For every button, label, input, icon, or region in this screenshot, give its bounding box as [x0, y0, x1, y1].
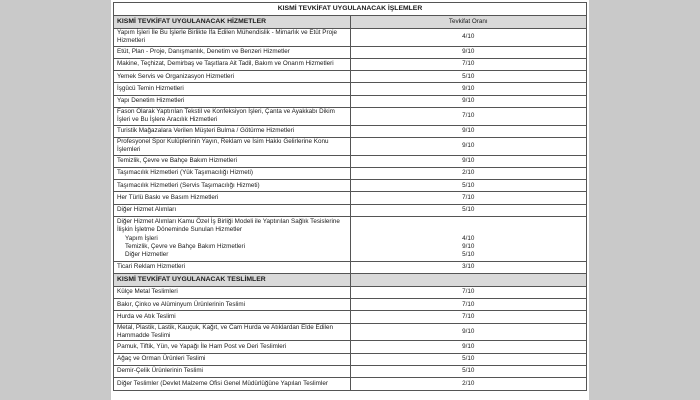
table-row-health-services	[114, 217, 587, 261]
table-row	[114, 29, 587, 47]
deliveries-section-header	[114, 273, 587, 286]
row-label: Demir-Çelik Ürünlerinin Teslimi	[114, 365, 351, 377]
row-label: Temizlik, Çevre ve Bahçe Bakım Hizmetleri	[114, 155, 351, 167]
table-row	[114, 378, 587, 390]
sub-item-cleaning	[117, 243, 347, 251]
sub-item-label: Diğer Hizmetler	[125, 251, 169, 259]
row-rate: 7/10	[350, 299, 587, 311]
row-rate: 7/10	[350, 108, 587, 126]
row-rate: 9/10	[350, 341, 587, 353]
table-row	[114, 323, 587, 341]
sub-item-label: Temizlik, Çevre ve Bahçe Bakım Hizmetleri	[125, 242, 246, 250]
row-label: Her Türlü Baskı ve Basım Hizmetleri	[114, 192, 351, 204]
sub-item-label: Yapım İşleri	[125, 234, 158, 242]
row-label: Ağaç ve Orman Ürünleri Teslimi	[114, 353, 351, 365]
row-label: Makine, Teçhizat, Demirbaş ve Taşıtlara Ait Tadil, Bakım ve Onarım Hizmetleri	[114, 58, 351, 70]
row-label: Diğer Teslimler (Devlet Malzeme Ofisi Genel Müdürlüğüne Yapılan Teslimler	[114, 378, 351, 390]
services-section-heading: KISMİ TEVKİFAT UYGULANACAK HİZMETLER	[114, 16, 351, 29]
row-rate: 7/10	[350, 192, 587, 204]
row-label: Taşımacılık Hizmetleri (Yük Taşımacılığı Hizmeti)	[114, 167, 351, 179]
rate-column-header: Tevkifat Oranı	[350, 16, 587, 29]
row-label: Diğer Hizmet Alımları	[114, 204, 351, 216]
table-row	[114, 95, 587, 107]
row-rate: 9/10	[350, 125, 587, 137]
row-rate: 3/10	[350, 261, 587, 273]
sub-item-rate: 4/10	[462, 234, 475, 242]
row-label: Profesyonel Spor Kulüplerinin Yayın, Reklam ve İsim Hakkı Gelirlerine Konu İşlemleri	[114, 137, 351, 155]
row-label: Hurda ve Atık Teslimi	[114, 311, 351, 323]
services-section-header	[114, 16, 587, 29]
table-row	[114, 311, 587, 323]
row-rate: 2/10	[350, 378, 587, 390]
row-rate: 7/10	[350, 286, 587, 298]
health-services-cell	[114, 217, 351, 261]
table-row	[114, 353, 587, 365]
row-label: Pamuk, Tiftik, Yün, ve Yapağı İle Ham Post ve Deri Teslimleri	[114, 341, 351, 353]
health-services-rates	[350, 217, 587, 261]
row-rate: 5/10	[350, 353, 587, 365]
table-row	[114, 125, 587, 137]
row-rate: 9/10	[350, 155, 587, 167]
row-label: Yemek Servis ve Organizasyon Hizmetleri	[114, 71, 351, 83]
deliveries-rate-header-empty	[350, 273, 587, 286]
row-label: Yapı Denetim Hizmetleri	[114, 95, 351, 107]
table-row	[114, 341, 587, 353]
row-rate: 4/10	[350, 29, 587, 47]
row-rate: 7/10	[350, 311, 587, 323]
row-rate: 2/10	[350, 167, 587, 179]
table-row	[114, 108, 587, 126]
table-row	[114, 180, 587, 192]
row-label: İşgücü Temin Hizmetleri	[114, 83, 351, 95]
table-row	[114, 58, 587, 70]
sub-item-other	[117, 251, 347, 259]
row-rate: 9/10	[350, 323, 587, 341]
row-rate: 5/10	[350, 204, 587, 216]
document-page	[111, 0, 589, 400]
withholding-table	[113, 2, 587, 391]
sub-item-rate: 5/10	[462, 251, 475, 259]
row-rate: 7/10	[350, 58, 587, 70]
row-label: Külçe Metal Teslimleri	[114, 286, 351, 298]
row-rate: 9/10	[350, 83, 587, 95]
row-label: Bakır, Çinko ve Alüminyum Ürünlerinin Teslimi	[114, 299, 351, 311]
row-rate: 9/10	[350, 137, 587, 155]
row-rate: 5/10	[350, 180, 587, 192]
row-rate: 5/10	[350, 71, 587, 83]
deliveries-section-heading: KISMİ TEVKİFAT UYGULANACAK TESLİMLER	[114, 273, 351, 286]
table-row	[114, 365, 587, 377]
sub-item-rate: 9/10	[462, 242, 475, 250]
table-row	[114, 192, 587, 204]
table-row-commercial-ads	[114, 261, 587, 273]
table-row	[114, 204, 587, 216]
row-label: Turistik Mağazalara Verilen Müşteri Bulma / Götürme Hizmetleri	[114, 125, 351, 137]
row-label: Fason Olarak Yaptırılan Tekstil ve Konfeksiyon İşleri, Çanta ve Ayakkabı Dikim İşleri ve Bu İşlere Aracılık Hizmetleri	[114, 108, 351, 126]
document-title: KISMİ TEVKİFAT UYGULANACAK İŞLEMLER	[114, 3, 587, 16]
row-rate: 9/10	[350, 95, 587, 107]
row-label: Etüt, Plan - Proje, Danışmanlık, Denetim ve Benzeri Hizmetler	[114, 46, 351, 58]
sub-item-construction	[117, 235, 347, 243]
table-row	[114, 46, 587, 58]
table-row	[114, 155, 587, 167]
row-label: Ticari Reklam Hizmetleri	[114, 261, 351, 273]
row-rate: 9/10	[350, 46, 587, 58]
health-services-label: Diğer Hizmet Alımları Kamu Özel İş Birliği Modeli ile Yaptırılan Sağlık Tesislerine İlişkin İşletme Döneminde Sunulan Hizmetler	[117, 218, 340, 234]
table-row	[114, 167, 587, 179]
table-row	[114, 83, 587, 95]
table-row	[114, 137, 587, 155]
row-label: Metal, Plastik, Lastik, Kauçuk, Kağıt, ve Cam Hurda ve Atıklardan Elde Edilen Hammadde Teslimi	[114, 323, 351, 341]
document-title-row	[114, 3, 587, 16]
table-row	[114, 286, 587, 298]
table-row	[114, 71, 587, 83]
row-label: Taşımacılık Hizmetleri (Servis Taşımacılığı Hizmeti)	[114, 180, 351, 192]
table-row	[114, 299, 587, 311]
row-label: Yapım İşleri İle Bu İşlerle Birlikte İfa Edilen Mühendislik - Mimarlık ve Etüt Proje Hizmetleri	[114, 29, 351, 47]
row-rate: 5/10	[350, 365, 587, 377]
